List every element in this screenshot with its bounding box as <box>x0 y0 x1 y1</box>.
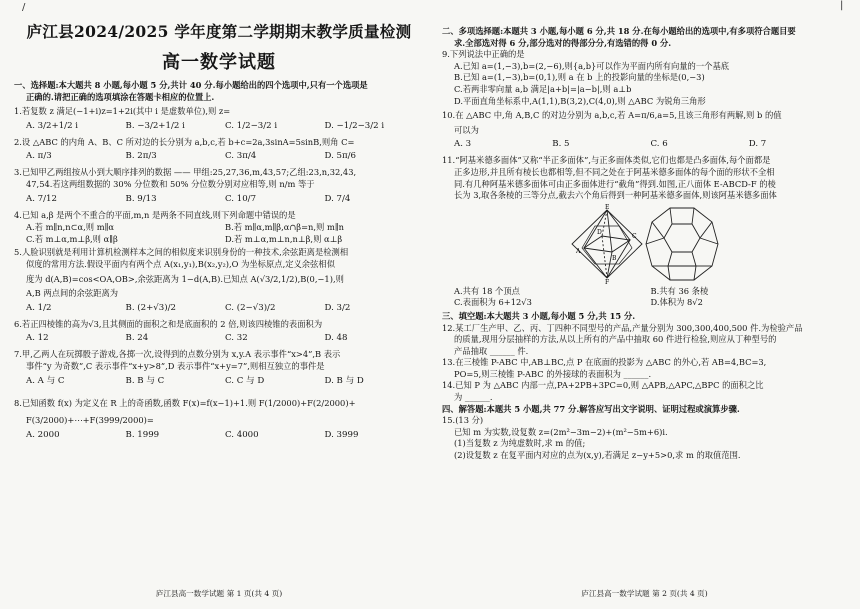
edge <box>700 238 718 244</box>
question-2-options <box>14 149 424 164</box>
question-5: 5.人脸识别就是利用计算机检测样本之间的相似度来识别身份的一种技术,余弦距离是检测相 <box>14 247 349 258</box>
option-d: D.体积为 8√2 <box>650 297 703 308</box>
option-d: D. 7 <box>748 139 767 150</box>
page-footer-1: 庐江县高一数学试题 第 1 页(共 4 页) <box>155 589 283 598</box>
question-1-options <box>14 119 424 134</box>
question-15-stem: 已知 m 为实数,设复数 z=(2m²−3m−2)+(m²−5m+6)i. <box>454 426 668 437</box>
question-8-options <box>14 428 424 443</box>
question-7: 7.甲,乙两人在玩掷骰子游戏,各掷一次,设得到的点数分别为 x,y.A 表示事件“x>4”,B 表示 <box>14 349 341 360</box>
question-11-figures <box>442 204 847 284</box>
question-5-cont-2: 度为 d(A,B)=cos<OA,OB>,余弦距离为 1−d(A,B).已知点 A(√3/2,1/2),B(0,−1),则 <box>26 273 344 284</box>
exam-subtitle: 高一数学试题 <box>162 52 276 73</box>
question-3-options <box>14 192 424 207</box>
edge <box>700 222 712 238</box>
question-15: 15.(13 分) <box>442 415 484 426</box>
option-a: A. 2000 <box>26 429 60 440</box>
option-a: A. A 与 C <box>26 375 65 386</box>
question-9-option-a: A.已知 a=(1,−3),b=(2,−6),则{a,b}可以作为平面内所有向量的一个基底 <box>454 60 730 71</box>
vertex-label-f: F <box>605 278 610 284</box>
question-11-cont-1: 正多边形,并且所有棱长也都相等,但不同之处在于阿基米德多面体的每个面的形状不全相 <box>454 166 775 177</box>
vertex-label-c: C <box>632 232 637 240</box>
option-a: A. π/3 <box>26 151 52 162</box>
truncated-outline <box>582 226 632 264</box>
option-b: B. 1999 <box>125 429 160 440</box>
option-a: A. 3/2+1/2 i <box>26 120 79 131</box>
outer-outline <box>646 208 718 280</box>
option-c: C. C 与 D <box>225 375 265 386</box>
question-9-option-d: D.平面直角坐标系中,A(1,1),B(3,2),C(4,0),则 △ABC 为锐角三角形 <box>454 95 706 106</box>
edge-hidden <box>602 236 607 278</box>
question-15-part-1: (1)当复数 z 为纯虚数时,求 m 的值; <box>454 438 586 449</box>
question-7-cont: 事件“y 为奇数”,C 表示事件“x+y>8”,D 表示事件“x+y=7”,则相互独立的事件是 <box>26 360 325 371</box>
question-13: 13.在三棱锥 P-ABC 中,AB⊥BC,点 P 在底面的投影为 △ABC 的外心,若 AB=4,BC=3, <box>442 357 767 368</box>
front-hexagon <box>664 224 700 252</box>
question-9: 9.下列说法中正确的是 <box>442 49 525 60</box>
question-12-cont-2: 产品抽取 ______ 件. <box>454 345 529 356</box>
option-b: B. 5 <box>552 139 570 150</box>
question-6: 6.若正四棱锥的高为√3,且其侧面的面积之和是底面积的 2 倍,则该四棱锥的表面积为 <box>14 318 323 329</box>
edge <box>692 252 696 266</box>
question-5-cont-3: A,B 两点间的余弦距离为 <box>26 288 119 299</box>
scan-mark-top-right: | <box>840 0 844 11</box>
octahedron-square <box>584 236 630 252</box>
question-10-options <box>442 137 847 152</box>
edge <box>652 222 664 238</box>
option-c: C. 32 <box>225 333 248 344</box>
edge <box>646 238 664 244</box>
option-d: D.若 m⊥α,m⊥n,n⊥β,则 α⊥β <box>225 233 343 244</box>
option-c: C. 1/2−3/2 i <box>225 120 278 131</box>
question-3-cont: 47,54.若这两组数据的 30% 分位数和 50% 分位数分别对应相等,则 n/m 等于 <box>26 178 315 189</box>
left-column <box>14 0 424 609</box>
section-3-header: 三、填空题:本大题共 3 小题,每小题 5 分,共 15 分. <box>442 310 636 321</box>
option-b: B. 2π/3 <box>125 151 157 162</box>
option-b: B. 9/13 <box>125 193 157 204</box>
question-11-cont-3: 长为 3,取各条棱的三等分点,截去六个角后得到一种阿基米德多面体,则该阿基米德多面体 <box>454 190 777 201</box>
section-1-header: 一、选择题:本大题共 8 小题,每小题 5 分,共计 40 分.每小题给出的四个选项中,只有一个选项是 <box>14 80 368 90</box>
option-a: A.共有 18 个顶点 <box>454 285 520 296</box>
question-14-cont: 为 ______. <box>454 392 493 403</box>
question-11-options <box>442 286 847 309</box>
question-12: 12.某工厂生产甲、乙、丙、丁四种不同型号的产品,产量分别为 300,300,400,500 件.为检验产品 <box>442 322 803 333</box>
option-b: B. −3/2+1/2 i <box>125 120 185 131</box>
option-c: C. 6 <box>650 139 668 150</box>
question-11: 11.“阿基米德多面体”又称“半正多面体”,与正多面体类似,它们也都是凸多面体,每个面都是 <box>442 155 771 166</box>
edge <box>692 208 694 224</box>
section-4-header: 四、解答题:本题共 5 小题,共 77 分.解答应写出文字说明、证明过程或演算步骤. <box>442 403 740 414</box>
option-d: D. 7/4 <box>324 193 351 204</box>
edge <box>670 208 672 224</box>
question-5-cont-1: 似度的常用方法.假设平面内有两个点 A(x₁,y₁),B(x₂,y₂),O 为坐标原点,定义余弦相似 <box>26 258 335 269</box>
option-a: A.若 m∥n,n⊂α,则 m∥α <box>26 222 115 233</box>
option-b: B.共有 36 条棱 <box>650 285 709 296</box>
section-2-header-cont: 求.全部选对得 6 分,部分选对的得部分分,有选错的得 0 分. <box>454 37 672 48</box>
scan-mark-top-left: / <box>22 2 26 13</box>
option-d: D. 3999 <box>324 429 359 440</box>
option-b: B. B 与 C <box>125 375 165 386</box>
option-d: D. 48 <box>324 333 348 344</box>
option-c: C. 4000 <box>225 429 259 440</box>
option-c: C. 3π/4 <box>225 151 257 162</box>
question-12-cont-1: 的质量,现用分层抽样的方法,从以上所有的产品中抽取 60 件进行检验,则应从丁种型号的 <box>454 334 777 345</box>
page-footer-2: 庐江县高一数学试题 第 2 页(共 4 页) <box>581 589 708 598</box>
question-3: 3.已知甲乙两组按从小到大顺序排列的数据 —— 甲组:25,27,36,m,43,57;乙组:23,n,32,43, <box>14 167 357 178</box>
truncated-octahedron-figure <box>642 204 722 284</box>
question-8-cont: F(3/2000)+⋯+F(3999/2000)= <box>26 415 154 426</box>
question-4: 4.已知 a,β 是两个不重合的平面,m,n 是两条不同直线,则下列命题中错误的是 <box>14 209 296 220</box>
octahedron-outline <box>572 210 642 278</box>
option-c: C. 10/7 <box>225 193 257 204</box>
question-9-option-b: B.已知 a=(1,−3),b=(0,1),则 a 在 b 上的投影向量的坐标是(0,−3) <box>454 72 705 83</box>
question-15-part-2: (2)设复数 z 在复平面内对应的点为(x,y),若满足 z−y+5>0,求 m 的取值范围. <box>454 450 741 461</box>
section-1-header-cont: 正确的.请把正确的选项填涂在答题卡相应的位置上. <box>26 91 215 102</box>
vertex-label-b: B <box>612 254 617 262</box>
question-10: 10.在 △ABC 中,角 A,B,C 的对边分别为 a,b,c,若 A=π/6,a=5,且该三角形有两解,则 b 的值 <box>442 110 782 121</box>
octahedron-figure <box>562 204 652 284</box>
option-c: C.表面积为 6+12√3 <box>454 297 532 308</box>
question-6-options <box>14 331 424 346</box>
question-4-options <box>14 222 424 245</box>
question-11-cont-2: 同.有几种阿基米德多面体可由正多面体进行“截角”得到.如图,正八面体 E-ABCD-F 的棱 <box>454 178 776 189</box>
question-5-options <box>14 301 424 316</box>
question-2: 2.设 △ABC 的内角 A、B、C 所对边的长分别为 a,b,c,若 b+c=2a,3sinA=5sinB,则角 C= <box>14 136 355 147</box>
edge <box>607 210 612 252</box>
exam-title: 庐江县2024/2025 学年度第二学期期末教学质量检测 <box>26 22 412 41</box>
option-d: D. −1/2−3/2 i <box>324 120 385 131</box>
question-10-cont: 可以为 <box>454 124 479 135</box>
option-d: D. 3/2 <box>324 302 351 313</box>
question-13-cont: PO=5,则三棱锥 P-ABC 的外接球的表面积为 ______. <box>454 368 652 379</box>
question-14: 14.已知 P 为 △ABC 内部一点,PA+2PB+3PC=0,则 △APB,△APC,△BPC 的面积之比 <box>442 380 764 391</box>
option-b: B.若 m∥α,m∥β,α∩β=n,则 m∥n <box>225 222 345 233</box>
edge <box>668 252 672 266</box>
right-column <box>442 0 847 609</box>
option-c: C. (2−√3)/2 <box>225 302 276 313</box>
option-c: C.若 m⊥α,m⊥β,则 α∥β <box>26 233 118 244</box>
bottom-square <box>668 266 696 280</box>
option-a: A. 3 <box>454 139 472 150</box>
option-b: B. (2+√3)/2 <box>125 302 176 313</box>
option-b: B. 24 <box>125 333 149 344</box>
section-2-header: 二、多项选择题:本题共 3 小题,每小题 6 分,共 18 分.在每小题给出的选项中,有多项符合题目要 <box>442 26 796 36</box>
option-d: D. B 与 D <box>324 375 364 386</box>
option-a: A. 1/2 <box>26 302 52 313</box>
question-1: 1.若复数 z 满足(−1+i)z=1+2i(其中 i 是虚数单位),则 z= <box>14 106 231 117</box>
question-9-option-c: C.若两非零向量 a,b 满足|a+b|=|a−b|,则 a⊥b <box>454 83 632 94</box>
question-8: 8.已知函数 f(x) 为定义在 R 上的奇函数,函数 F(x)=f(x−1)+1.则 F(1/2000)+F(2/2000)+ <box>14 397 356 408</box>
vertex-label-d: D <box>597 228 602 236</box>
vertex-label-e: E <box>605 203 610 211</box>
vertex-label-a: A <box>576 247 581 255</box>
question-7-options <box>14 374 424 389</box>
option-d: D. 5π/6 <box>324 151 357 162</box>
option-a: A. 7/12 <box>26 193 57 204</box>
option-a: A. 12 <box>26 333 49 344</box>
